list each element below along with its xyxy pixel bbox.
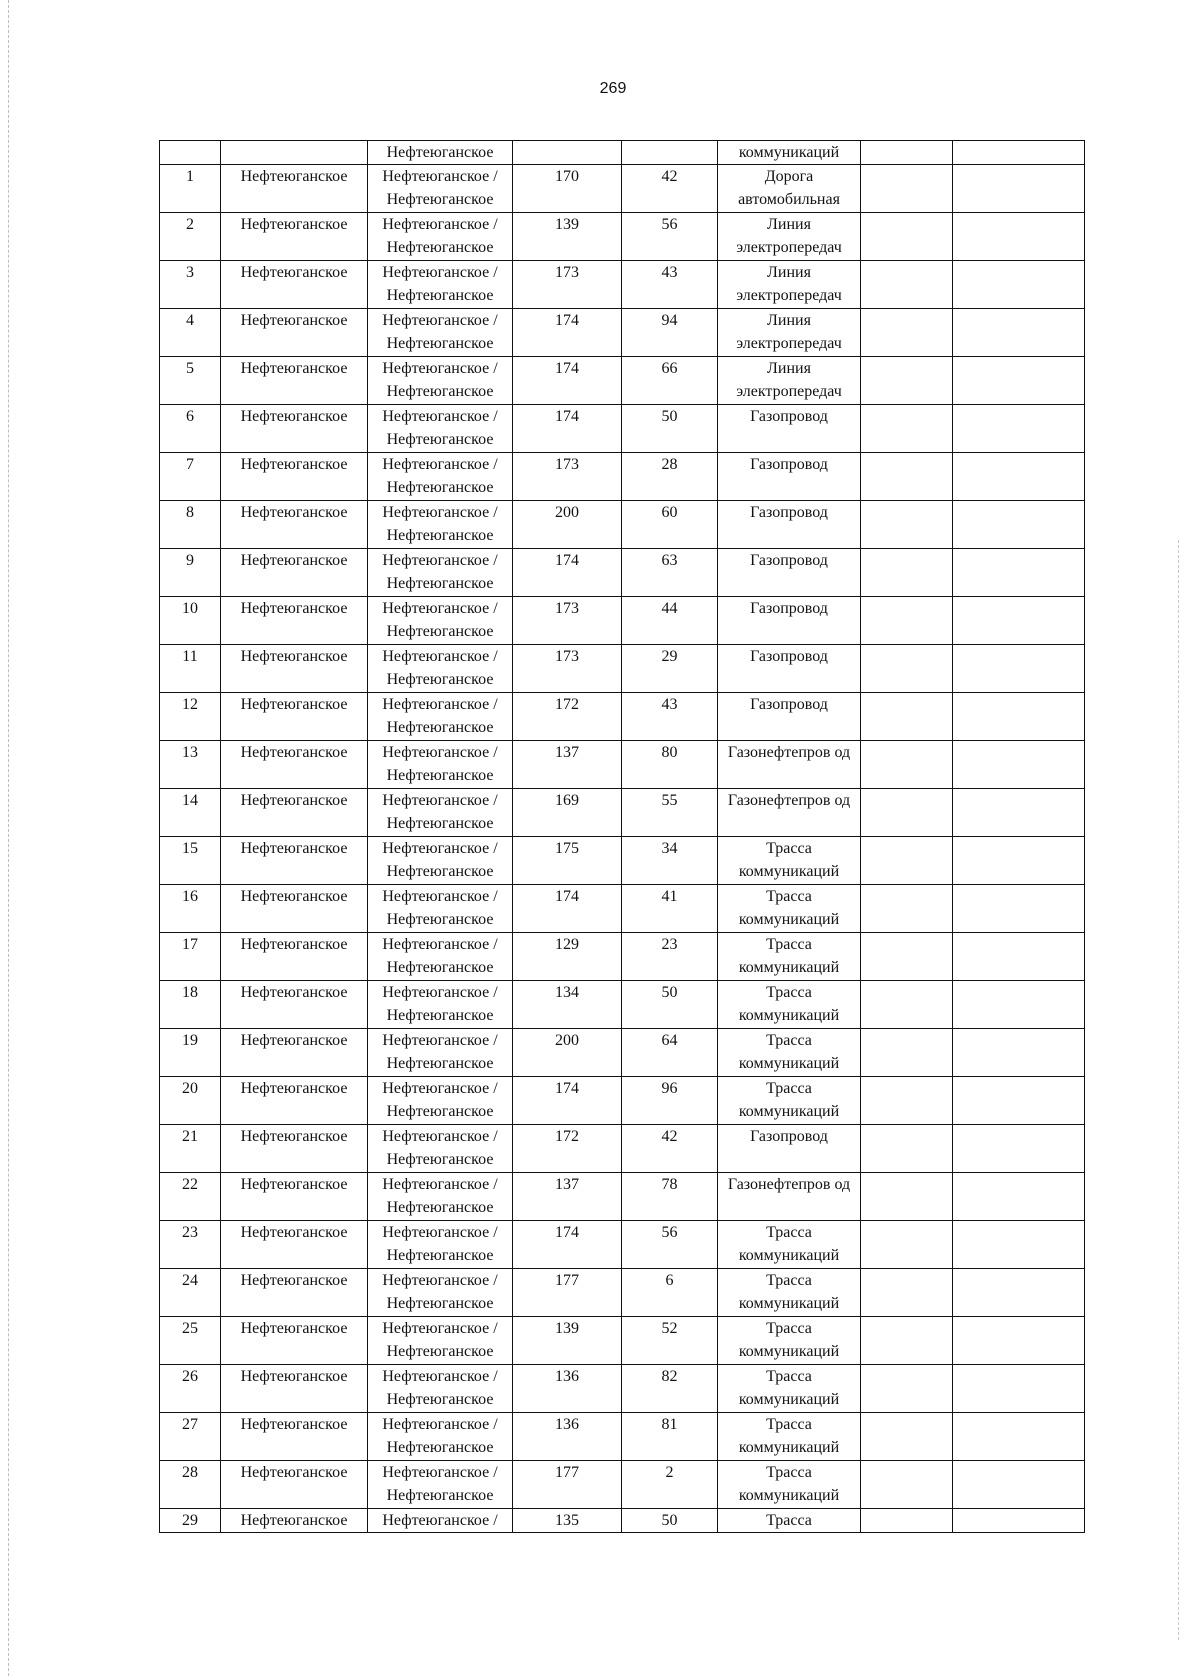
cell-empty-2 <box>953 1413 1085 1461</box>
cell-field: Нефтеюганское <box>221 549 368 597</box>
cell-value-a: 175 <box>513 837 622 885</box>
cell-empty-2 <box>953 789 1085 837</box>
cell-number: 13 <box>160 741 221 789</box>
cell-value-a: 169 <box>513 789 622 837</box>
cell-area: Нефтеюганское / Нефтеюганское <box>368 1461 513 1509</box>
table-row <box>160 1509 1085 1533</box>
cell-object: Трасса коммуникаций <box>718 981 861 1029</box>
cell-value-b: 63 <box>622 549 718 597</box>
cell-number: 6 <box>160 405 221 453</box>
cell-value-b <box>622 141 718 165</box>
cell-empty-1 <box>861 1173 953 1221</box>
cell-empty-2 <box>953 885 1085 933</box>
cell-value-a: 174 <box>513 309 622 357</box>
cell-empty-1 <box>861 1077 953 1125</box>
cell-empty-2 <box>953 1365 1085 1413</box>
cell-value-a: 174 <box>513 405 622 453</box>
table-row <box>160 1125 1085 1173</box>
cell-object: Линия электропередач <box>718 213 861 261</box>
cell-field: Нефтеюганское <box>221 1365 368 1413</box>
cell-empty-1 <box>861 693 953 741</box>
table-row <box>160 1077 1085 1125</box>
cell-object: Газопровод <box>718 405 861 453</box>
cell-empty-2 <box>953 597 1085 645</box>
table-row <box>160 1365 1085 1413</box>
cell-value-b: 41 <box>622 885 718 933</box>
cell-object: Газопровод <box>718 693 861 741</box>
cell-value-b: 81 <box>622 1413 718 1461</box>
cell-value-b: 52 <box>622 1317 718 1365</box>
cell-area: Нефтеюганское / Нефтеюганское <box>368 453 513 501</box>
cell-field: Нефтеюганское <box>221 1221 368 1269</box>
cell-number: 23 <box>160 1221 221 1269</box>
cell-field: Нефтеюганское <box>221 1461 368 1509</box>
scan-edge-right <box>1178 540 1181 1640</box>
cell-field: Нефтеюганское <box>221 165 368 213</box>
cell-number <box>160 141 221 165</box>
cell-value-b: 56 <box>622 1221 718 1269</box>
cell-area: Нефтеюганское / Нефтеюганское <box>368 1125 513 1173</box>
cell-object: Газонефтепров од <box>718 789 861 837</box>
cell-value-b: 56 <box>622 213 718 261</box>
cell-number: 15 <box>160 837 221 885</box>
cell-object: Газонефтепров од <box>718 1173 861 1221</box>
cell-area: Нефтеюганское / Нефтеюганское <box>368 1269 513 1317</box>
cell-value-a: 174 <box>513 1221 622 1269</box>
cell-value-a: 170 <box>513 165 622 213</box>
cell-area: Нефтеюганское / Нефтеюганское <box>368 1173 513 1221</box>
table-row <box>160 645 1085 693</box>
cell-value-a: 177 <box>513 1269 622 1317</box>
cell-area: Нефтеюганское / Нефтеюганское <box>368 1365 513 1413</box>
cell-number: 17 <box>160 933 221 981</box>
cell-empty-1 <box>861 741 953 789</box>
cell-field: Нефтеюганское <box>221 501 368 549</box>
cell-value-b: 2 <box>622 1461 718 1509</box>
cell-value-a: 200 <box>513 501 622 549</box>
cell-object: Газопровод <box>718 597 861 645</box>
data-table <box>159 140 1085 1533</box>
cell-value-b: 42 <box>622 165 718 213</box>
table-row <box>160 405 1085 453</box>
cell-value-a: 200 <box>513 1029 622 1077</box>
table-row <box>160 933 1085 981</box>
cell-value-a: 137 <box>513 1173 622 1221</box>
cell-empty-2 <box>953 453 1085 501</box>
cell-number: 3 <box>160 261 221 309</box>
cell-empty-1 <box>861 453 953 501</box>
cell-object: Линия электропередач <box>718 261 861 309</box>
cell-empty-1 <box>861 501 953 549</box>
table-row <box>160 309 1085 357</box>
cell-number: 28 <box>160 1461 221 1509</box>
cell-value-b: 55 <box>622 789 718 837</box>
cell-object: Трасса коммуникаций <box>718 1317 861 1365</box>
cell-value-a: 139 <box>513 1317 622 1365</box>
cell-field: Нефтеюганское <box>221 1317 368 1365</box>
cell-number: 26 <box>160 1365 221 1413</box>
cell-area: Нефтеюганское / Нефтеюганское <box>368 789 513 837</box>
cell-object: Трасса коммуникаций <box>718 1221 861 1269</box>
table-row <box>160 453 1085 501</box>
cell-empty-1 <box>861 141 953 165</box>
cell-value-a <box>513 141 622 165</box>
table-row <box>160 1029 1085 1077</box>
cell-number: 1 <box>160 165 221 213</box>
cell-number: 18 <box>160 981 221 1029</box>
cell-object: Трасса <box>718 1509 861 1533</box>
cell-area: Нефтеюганское / <box>368 1509 513 1533</box>
table-row <box>160 357 1085 405</box>
cell-field: Нефтеюганское <box>221 837 368 885</box>
cell-area: Нефтеюганское / Нефтеюганское <box>368 1029 513 1077</box>
cell-number: 7 <box>160 453 221 501</box>
cell-object: коммуникаций <box>718 141 861 165</box>
cell-value-a: 172 <box>513 693 622 741</box>
scan-edge-left <box>8 0 11 1676</box>
cell-value-b: 66 <box>622 357 718 405</box>
cell-number: 20 <box>160 1077 221 1125</box>
cell-field: Нефтеюганское <box>221 597 368 645</box>
cell-number: 16 <box>160 885 221 933</box>
cell-object: Газопровод <box>718 549 861 597</box>
cell-field: Нефтеюганское <box>221 1077 368 1125</box>
cell-number: 14 <box>160 789 221 837</box>
cell-value-b: 42 <box>622 1125 718 1173</box>
cell-area: Нефтеюганское / Нефтеюганское <box>368 885 513 933</box>
table-row <box>160 885 1085 933</box>
table-row <box>160 213 1085 261</box>
cell-empty-2 <box>953 933 1085 981</box>
cell-value-b: 50 <box>622 405 718 453</box>
cell-empty-1 <box>861 981 953 1029</box>
table-row <box>160 501 1085 549</box>
cell-area: Нефтеюганское / Нефтеюганское <box>368 645 513 693</box>
cell-empty-2 <box>953 1029 1085 1077</box>
cell-object: Трасса коммуникаций <box>718 885 861 933</box>
cell-empty-1 <box>861 1221 953 1269</box>
cell-field: Нефтеюганское <box>221 1269 368 1317</box>
cell-field: Нефтеюганское <box>221 885 368 933</box>
table-row <box>160 165 1085 213</box>
cell-empty-1 <box>861 1029 953 1077</box>
cell-empty-1 <box>861 1317 953 1365</box>
cell-empty-1 <box>861 549 953 597</box>
cell-field: Нефтеюганское <box>221 1029 368 1077</box>
cell-area: Нефтеюганское / Нефтеюганское <box>368 165 513 213</box>
cell-value-b: 29 <box>622 645 718 693</box>
cell-value-b: 60 <box>622 501 718 549</box>
cell-value-b: 64 <box>622 1029 718 1077</box>
cell-empty-1 <box>861 885 953 933</box>
cell-empty-2 <box>953 501 1085 549</box>
cell-field: Нефтеюганское <box>221 309 368 357</box>
table-row <box>160 981 1085 1029</box>
cell-empty-1 <box>861 165 953 213</box>
cell-value-a: 173 <box>513 453 622 501</box>
cell-value-b: 50 <box>622 981 718 1029</box>
cell-field: Нефтеюганское <box>221 1173 368 1221</box>
cell-field: Нефтеюганское <box>221 693 368 741</box>
cell-empty-1 <box>861 837 953 885</box>
cell-area: Нефтеюганское / Нефтеюганское <box>368 693 513 741</box>
cell-object: Трасса коммуникаций <box>718 1077 861 1125</box>
cell-number: 25 <box>160 1317 221 1365</box>
cell-value-b: 96 <box>622 1077 718 1125</box>
cell-number: 21 <box>160 1125 221 1173</box>
cell-value-b: 82 <box>622 1365 718 1413</box>
cell-object: Газонефтепров од <box>718 741 861 789</box>
cell-empty-1 <box>861 933 953 981</box>
cell-field: Нефтеюганское <box>221 1413 368 1461</box>
cell-field: Нефтеюганское <box>221 981 368 1029</box>
table-row <box>160 693 1085 741</box>
cell-empty-2 <box>953 1221 1085 1269</box>
cell-number: 5 <box>160 357 221 405</box>
cell-field: Нефтеюганское <box>221 741 368 789</box>
cell-number: 29 <box>160 1509 221 1533</box>
cell-object: Дорога автомобильная <box>718 165 861 213</box>
table-row <box>160 1173 1085 1221</box>
cell-value-b: 80 <box>622 741 718 789</box>
cell-empty-1 <box>861 1125 953 1173</box>
table-body <box>160 141 1085 1533</box>
cell-object: Трасса коммуникаций <box>718 1461 861 1509</box>
cell-value-b: 34 <box>622 837 718 885</box>
cell-number: 19 <box>160 1029 221 1077</box>
cell-object: Газопровод <box>718 501 861 549</box>
cell-area: Нефтеюганское / Нефтеюганское <box>368 261 513 309</box>
cell-field: Нефтеюганское <box>221 453 368 501</box>
cell-object: Трасса коммуникаций <box>718 837 861 885</box>
cell-area: Нефтеюганское / Нефтеюганское <box>368 741 513 789</box>
cell-empty-2 <box>953 309 1085 357</box>
cell-empty-2 <box>953 1077 1085 1125</box>
cell-field: Нефтеюганское <box>221 645 368 693</box>
cell-area: Нефтеюганское / Нефтеюганское <box>368 597 513 645</box>
cell-object: Газопровод <box>718 1125 861 1173</box>
cell-value-b: 78 <box>622 1173 718 1221</box>
cell-empty-1 <box>861 597 953 645</box>
cell-value-b: 6 <box>622 1269 718 1317</box>
cell-empty-1 <box>861 405 953 453</box>
cell-empty-1 <box>861 357 953 405</box>
cell-value-a: 134 <box>513 981 622 1029</box>
table-row <box>160 1269 1085 1317</box>
cell-object: Трасса коммуникаций <box>718 1413 861 1461</box>
cell-empty-2 <box>953 837 1085 885</box>
cell-area: Нефтеюганское / Нефтеюганское <box>368 213 513 261</box>
cell-number: 27 <box>160 1413 221 1461</box>
cell-empty-1 <box>861 213 953 261</box>
page-number: 269 <box>599 80 627 97</box>
cell-value-a: 174 <box>513 885 622 933</box>
cell-value-a: 173 <box>513 261 622 309</box>
cell-empty-1 <box>861 261 953 309</box>
cell-empty-1 <box>861 1461 953 1509</box>
cell-area: Нефтеюганское / Нефтеюганское <box>368 1221 513 1269</box>
cell-field: Нефтеюганское <box>221 789 368 837</box>
table-row <box>160 741 1085 789</box>
cell-value-a: 174 <box>513 1077 622 1125</box>
cell-object: Трасса коммуникаций <box>718 1365 861 1413</box>
cell-value-a: 174 <box>513 357 622 405</box>
cell-number: 11 <box>160 645 221 693</box>
cell-area: Нефтеюганское / Нефтеюганское <box>368 933 513 981</box>
table-row <box>160 789 1085 837</box>
cell-empty-2 <box>953 741 1085 789</box>
cell-empty-2 <box>953 357 1085 405</box>
cell-empty-2 <box>953 165 1085 213</box>
cell-object: Трасса коммуникаций <box>718 1269 861 1317</box>
table-row <box>160 1461 1085 1509</box>
cell-field: Нефтеюганское <box>221 405 368 453</box>
cell-number: 24 <box>160 1269 221 1317</box>
cell-empty-1 <box>861 1413 953 1461</box>
cell-area: Нефтеюганское / Нефтеюганское <box>368 357 513 405</box>
cell-number: 2 <box>160 213 221 261</box>
cell-value-a: 135 <box>513 1509 622 1533</box>
cell-value-b: 94 <box>622 309 718 357</box>
cell-area: Нефтеюганское / Нефтеюганское <box>368 837 513 885</box>
cell-empty-1 <box>861 1365 953 1413</box>
cell-empty-2 <box>953 645 1085 693</box>
cell-value-a: 136 <box>513 1365 622 1413</box>
table-row <box>160 597 1085 645</box>
table-row <box>160 261 1085 309</box>
cell-empty-2 <box>953 693 1085 741</box>
cell-object: Трасса коммуникаций <box>718 1029 861 1077</box>
table-row-continuation <box>160 141 1085 165</box>
cell-number: 12 <box>160 693 221 741</box>
cell-empty-2 <box>953 981 1085 1029</box>
cell-value-a: 139 <box>513 213 622 261</box>
cell-field: Нефтеюганское <box>221 1125 368 1173</box>
cell-empty-1 <box>861 1509 953 1533</box>
cell-field: Нефтеюганское <box>221 1509 368 1533</box>
cell-empty-2 <box>953 141 1085 165</box>
cell-area: Нефтеюганское / Нефтеюганское <box>368 1413 513 1461</box>
cell-value-a: 173 <box>513 597 622 645</box>
cell-empty-2 <box>953 405 1085 453</box>
cell-empty-2 <box>953 549 1085 597</box>
cell-object: Линия электропередач <box>718 309 861 357</box>
cell-number: 9 <box>160 549 221 597</box>
cell-field: Нефтеюганское <box>221 357 368 405</box>
cell-empty-2 <box>953 261 1085 309</box>
cell-number: 8 <box>160 501 221 549</box>
cell-field <box>221 141 368 165</box>
cell-area: Нефтеюганское / Нефтеюганское <box>368 1077 513 1125</box>
table-row <box>160 1317 1085 1365</box>
cell-empty-1 <box>861 309 953 357</box>
cell-object: Линия электропередач <box>718 357 861 405</box>
table-row <box>160 1221 1085 1269</box>
cell-area: Нефтеюганское / Нефтеюганское <box>368 1317 513 1365</box>
cell-field: Нефтеюганское <box>221 261 368 309</box>
cell-number: 10 <box>160 597 221 645</box>
cell-value-a: 137 <box>513 741 622 789</box>
cell-value-a: 174 <box>513 549 622 597</box>
cell-value-a: 136 <box>513 1413 622 1461</box>
cell-empty-2 <box>953 1317 1085 1365</box>
cell-object: Газопровод <box>718 645 861 693</box>
cell-value-b: 43 <box>622 261 718 309</box>
cell-area: Нефтеюганское <box>368 141 513 165</box>
cell-value-b: 23 <box>622 933 718 981</box>
cell-empty-2 <box>953 1509 1085 1533</box>
cell-area: Нефтеюганское / Нефтеюганское <box>368 405 513 453</box>
cell-area: Нефтеюганское / Нефтеюганское <box>368 309 513 357</box>
table-row <box>160 549 1085 597</box>
cell-value-a: 177 <box>513 1461 622 1509</box>
cell-value-b: 28 <box>622 453 718 501</box>
cell-value-a: 172 <box>513 1125 622 1173</box>
cell-empty-1 <box>861 789 953 837</box>
cell-object: Трасса коммуникаций <box>718 933 861 981</box>
cell-field: Нефтеюганское <box>221 213 368 261</box>
cell-empty-2 <box>953 1125 1085 1173</box>
cell-empty-2 <box>953 1173 1085 1221</box>
cell-field: Нефтеюганское <box>221 933 368 981</box>
cell-area: Нефтеюганское / Нефтеюганское <box>368 549 513 597</box>
cell-empty-2 <box>953 1269 1085 1317</box>
cell-value-b: 50 <box>622 1509 718 1533</box>
cell-value-b: 44 <box>622 597 718 645</box>
cell-empty-1 <box>861 645 953 693</box>
cell-number: 4 <box>160 309 221 357</box>
cell-number: 22 <box>160 1173 221 1221</box>
cell-area: Нефтеюганское / Нефтеюганское <box>368 501 513 549</box>
cell-value-b: 43 <box>622 693 718 741</box>
cell-empty-1 <box>861 1269 953 1317</box>
cell-empty-2 <box>953 1461 1085 1509</box>
cell-object: Газопровод <box>718 453 861 501</box>
cell-empty-2 <box>953 213 1085 261</box>
cell-area: Нефтеюганское / Нефтеюганское <box>368 981 513 1029</box>
cell-value-a: 173 <box>513 645 622 693</box>
table-row <box>160 837 1085 885</box>
cell-value-a: 129 <box>513 933 622 981</box>
table-row <box>160 1413 1085 1461</box>
